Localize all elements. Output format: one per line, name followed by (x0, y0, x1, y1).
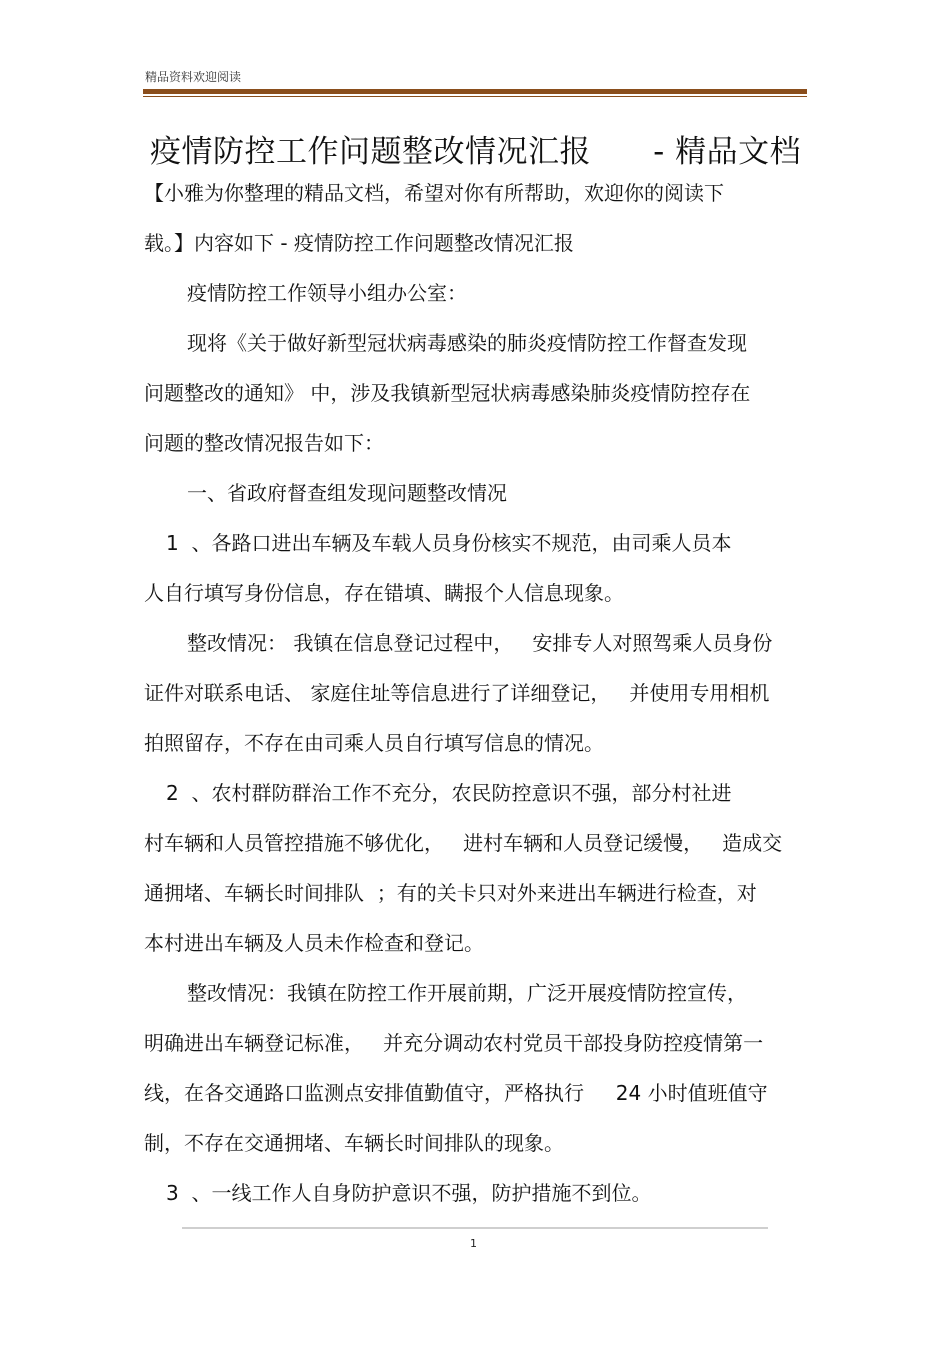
body-line: 2 、农村群防群治工作不充分，农民防控意识不强，部分村社进 (166, 781, 732, 805)
footer-rule (182, 1227, 768, 1229)
header-rule-thick (143, 89, 807, 94)
body-line: 制，不存在交通拥堵、车辆长时间排队的现象。 (144, 1131, 564, 1155)
header-text: 精品资料欢迎阅读 (145, 70, 242, 84)
body-line: 3 、一线工作人自身防护意识不强，防护措施不到位。 (166, 1181, 652, 1205)
body-line: 本村进出车辆及人员未作检查和登记。 (144, 931, 484, 955)
body-line: 载。】内容如下 - 疫情防控工作问题整改情况汇报 (144, 231, 574, 255)
body-line: 线，在各交通路口监测点安排值勤值守，严格执行 24 小时值班值守 (144, 1081, 768, 1105)
document-title: 疫情防控工作问题整改情况汇报 - 精品文档 (150, 134, 802, 170)
page-number: 1 (470, 1237, 477, 1250)
body-line: 一、省政府督查组发现问题整改情况 (187, 481, 507, 505)
body-line: 通拥堵、车辆长时间排队 ；有的关卡只对外来进出车辆进行检查，对 (144, 881, 757, 905)
body-line: 1 、各路口进出车辆及车载人员身份核实不规范，由司乘人员本 (166, 531, 732, 555)
body-line: 疫情防控工作领导小组办公室： (187, 281, 467, 305)
body-line: 整改情况： 我镇在信息登记过程中， 安排专人对照驾乘人员身份 (187, 631, 773, 655)
body-line: 人自行填写身份信息，存在错填、瞒报个人信息现象。 (144, 581, 624, 605)
body-line: 问题的整改情况报告如下： (144, 431, 384, 455)
body-line: 问题整改的通知》 中，涉及我镇新型冠状病毒感染肺炎疫情防控存在 (144, 381, 751, 405)
body-line: 整改情况：我镇在防控工作开展前期，广泛开展疫情防控宣传， (187, 981, 747, 1005)
body-line: 村车辆和人员管控措施不够优化， 进村车辆和人员登记缓慢， 造成交 (144, 831, 783, 855)
body-line: 【小雅为你整理的精品文档，希望对你有所帮助，欢迎你的阅读下 (144, 181, 724, 205)
body-line: 拍照留存，不存在由司乘人员自行填写信息的情况。 (144, 731, 604, 755)
body-line: 证件对联系电话、 家庭住址等信息进行了详细登记， 并使用专用相机 (144, 681, 770, 705)
header-rule-thin (143, 96, 807, 97)
body-line: 明确进出车辆登记标准， 并充分调动农村党员干部投身防控疫情第一 (144, 1031, 764, 1055)
body-line: 现将《关于做好新型冠状病毒感染的肺炎疫情防控工作督查发现 (187, 331, 747, 355)
